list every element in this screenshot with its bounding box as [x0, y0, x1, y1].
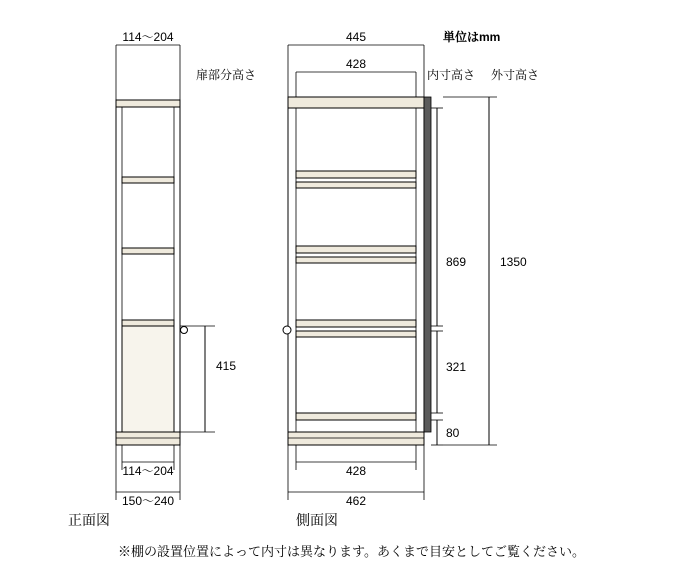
side-lower-board: [296, 413, 416, 420]
side-outer-width-dim: [288, 45, 424, 100]
unit-note: 単位はmm: [443, 30, 501, 44]
front-bottom-inner-width-label: 114～204: [122, 464, 174, 478]
footnote: ※棚の設置位置によって内寸は異なります。あくまで目安としてご覧ください。: [118, 544, 585, 559]
front-top-width-dim: [116, 45, 180, 100]
side-view-group: [283, 45, 497, 500]
side-base: [288, 432, 424, 445]
side-door: [296, 337, 416, 413]
side-inner-width-dim: [296, 72, 416, 100]
side-base-height-value: 80: [446, 426, 460, 440]
side-outer-height-value: 1350: [500, 255, 527, 269]
front-door-height-dim: [180, 326, 215, 432]
front-base: [116, 432, 180, 445]
side-view-title: 側面図: [296, 512, 338, 528]
front-top-width-label: 114～204: [122, 30, 174, 44]
front-shelf-1: [122, 177, 174, 183]
side-shelf-3: [296, 320, 416, 327]
front-top-board: [116, 100, 180, 107]
side-back-panel: [424, 97, 431, 432]
front-bottom-outer-width-label: 150～240: [121, 494, 175, 508]
side-inner-width-label: 428: [345, 57, 367, 71]
front-shelf-2: [122, 248, 174, 254]
side-shelf-2: [296, 246, 416, 253]
outer-height-label: 外寸高さ: [491, 68, 540, 82]
side-door-section-value: 321: [446, 360, 467, 374]
side-outer-width-label: 445: [345, 30, 367, 44]
front-door: [122, 326, 174, 432]
door-height-label: 扉部分高さ: [196, 68, 257, 82]
side-shelf-2b: [296, 257, 416, 263]
side-inner-height-value: 869: [446, 255, 467, 269]
side-shelf-1: [296, 171, 416, 178]
side-top-board: [288, 97, 424, 108]
side-bottom-inner-width-label: 428: [345, 464, 367, 478]
side-bottom-outer-width-label: 462: [345, 494, 367, 508]
side-height-dims: [431, 108, 443, 445]
front-shelf-3: [122, 320, 174, 326]
front-door-knob: [181, 327, 188, 334]
inner-height-label: 内寸高さ: [427, 68, 476, 82]
side-shelf-1b: [296, 182, 416, 188]
side-shelf-3b: [296, 331, 416, 337]
front-view-group: [116, 45, 215, 500]
front-view-title: 正面図: [68, 512, 110, 528]
front-door-height-value: 415: [216, 359, 237, 373]
side-door-knob: [283, 326, 291, 334]
side-outer-height-dim: [443, 97, 497, 445]
